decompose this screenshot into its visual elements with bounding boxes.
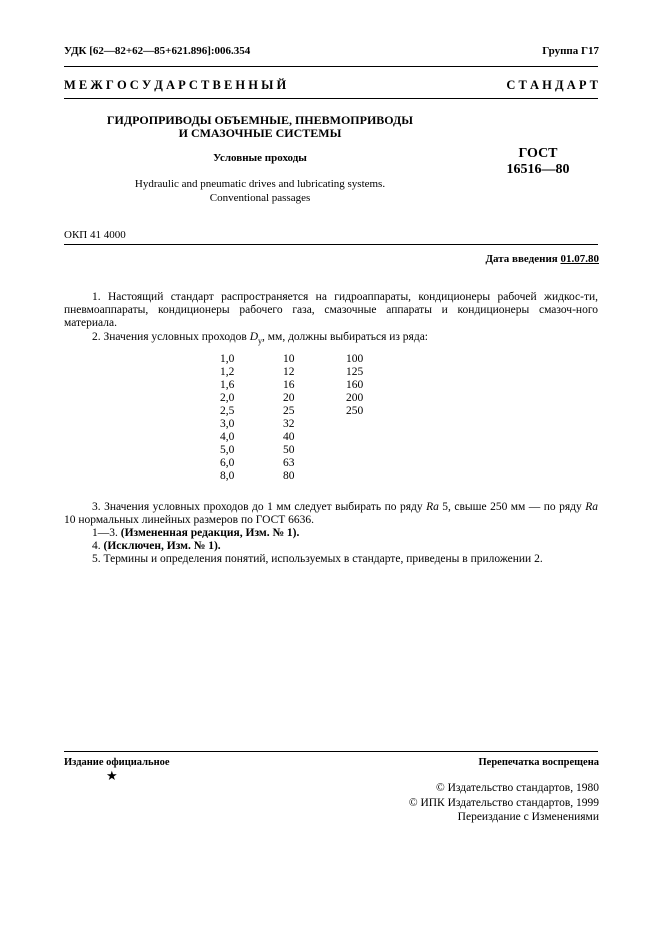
group-code: Группа Г17: [542, 45, 599, 57]
reprint-prohibited: Перепечатка воспрещена: [478, 757, 599, 768]
series-value: 8,0: [220, 470, 235, 482]
okp-code: ОКП 41 4000: [64, 229, 126, 241]
english-title-line-1: Hydraulic and pneumatic drives and lubricating systems.: [134, 178, 386, 190]
series-value: 160: [346, 379, 364, 391]
banner-word-interstate: М Е Ж Г О С У Д А Р С Т В Е Н Н Ы Й: [64, 78, 287, 92]
p2-after: , мм, должны выбираться из ряда:: [262, 331, 428, 343]
series-value: 250: [346, 405, 364, 417]
copyright-block: [409, 781, 599, 825]
standard-banner: [64, 78, 598, 93]
series-value: 125: [346, 366, 364, 378]
date-label: Дата введения: [485, 253, 558, 265]
p3-part-a: 3. Значения условных проходов до 1 мм следует выбирать по ряду: [92, 501, 427, 513]
amendment-1-3-num: 1—3.: [92, 527, 118, 539]
series-column-1: [220, 353, 283, 483]
series-column-3: [346, 353, 409, 483]
series-value: 2,5: [220, 405, 235, 417]
date-value: 01.07.80: [560, 253, 599, 265]
okp-rule: [64, 244, 598, 245]
series-value: 200: [346, 392, 364, 404]
series-value: 16: [283, 379, 295, 391]
series-value: 12: [283, 366, 295, 378]
english-title: [64, 177, 456, 205]
gost-number: 16516—80: [506, 162, 570, 177]
paragraph-3: [64, 501, 598, 527]
gost-label: ГОСТ: [518, 146, 558, 161]
amendment-4-num: 4.: [92, 540, 101, 552]
p2-subscript: у: [258, 336, 263, 346]
gost-number-block: [478, 146, 598, 178]
official-edition: Издание официальное: [64, 757, 170, 768]
series-value: 1,2: [220, 366, 235, 378]
paragraph-5: 5. Термины и определения понятий, используемых в стандарте, приведены в приложении 2.: [92, 553, 543, 565]
series-value: 2,0: [220, 392, 235, 404]
series-value: 1,0: [220, 353, 235, 365]
english-title-line-2: Conventional passages: [209, 192, 311, 204]
series-value: 1,6: [220, 379, 235, 391]
p3-part-c: 10 нормальных линейных размеров по ГОСТ 6636.: [64, 514, 315, 526]
copyright-1999: © ИПК Издательство стандартов, 1999: [408, 796, 599, 809]
series-value: 63: [283, 457, 295, 469]
amendment-4-text: (Исключен, Изм. № 1).: [103, 540, 221, 552]
series-value: 3,0: [220, 418, 235, 430]
footer-rule: [64, 751, 598, 752]
series-value: 100: [346, 353, 364, 365]
passage-series-table: [220, 353, 409, 483]
amendment-1-3-text: (Измененная редакция, Изм. № 1).: [120, 527, 300, 539]
series-value: 32: [283, 418, 295, 430]
document-subtitle: Условные проходы: [213, 152, 307, 164]
amendment-4: [64, 540, 598, 553]
series-value: 40: [283, 431, 295, 443]
series-value: 20: [283, 392, 295, 404]
title-line-2: И СМАЗОЧНЫЕ СИСТЕМЫ: [178, 126, 342, 140]
udk-code: УДК [62—82+62—85+621.896]:006.354: [64, 45, 251, 57]
series-value: 50: [283, 444, 295, 456]
series-value: 4,0: [220, 431, 235, 443]
top-rule: [64, 66, 598, 67]
amendment-1-3: [64, 527, 598, 540]
series-value: 80: [283, 470, 295, 482]
document-title: [64, 114, 456, 140]
series-value: 25: [283, 405, 295, 417]
reissue-note: Переиздание с Изменениями: [457, 811, 599, 823]
banner-word-standard: С Т А Н Д А Р Т: [506, 78, 598, 92]
p3-ra-2: Ra: [585, 501, 598, 513]
paragraph-2: [64, 331, 598, 347]
banner-rule: [64, 98, 598, 99]
p2-symbol: D: [249, 331, 259, 343]
series-value: 6,0: [220, 457, 235, 469]
title-line-1: ГИДРОПРИВОДЫ ОБЪЕМНЫЕ, ПНЕВМОПРИВОДЫ: [106, 113, 414, 127]
series-value: 10: [283, 353, 295, 365]
p3-part-b: 5, свыше 250 мм — по ряду: [438, 501, 586, 513]
p2-before: 2. Значения условных проходов: [92, 331, 250, 343]
series-column-2: [283, 353, 346, 483]
copyright-1980: © Издательство стандартов, 1980: [435, 782, 599, 794]
p3-ra-1: Ra: [426, 501, 439, 513]
paragraph-1: 1. Настоящий стандарт распространяется на гидроаппараты, кондиционеры рабочей жидкос-ти, пневмоаппараты, кондиционеры рабочего газа, смазочные аппараты и кондиционеры смазоч-ного материала.: [64, 291, 598, 329]
effective-date: [485, 253, 599, 265]
series-value: 5,0: [220, 444, 235, 456]
star-icon: ★: [106, 768, 118, 783]
